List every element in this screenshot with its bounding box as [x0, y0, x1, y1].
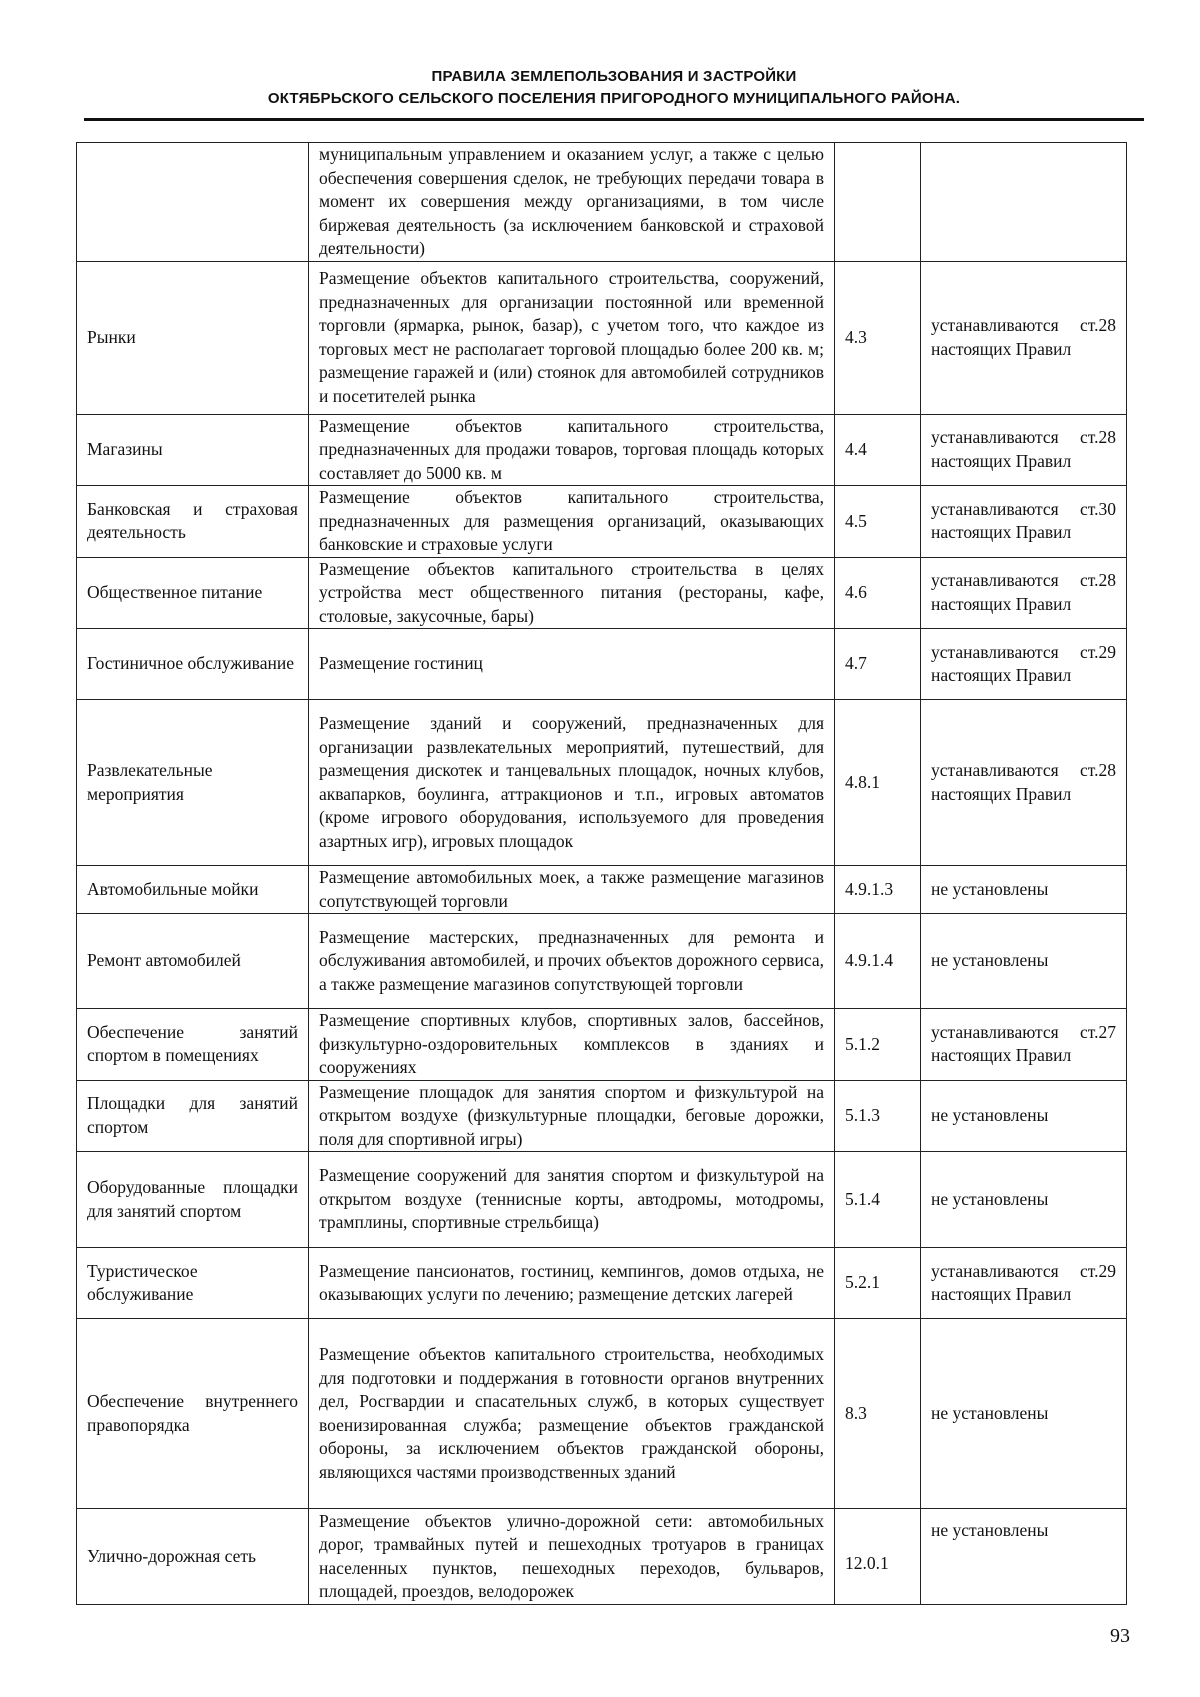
- use-description: Размещение сооружений для занятия спортом и физкультурой на открытом воздухе (теннисные корты, автодромы, мотодромы, трамплины, спортивные стрельбища): [309, 1152, 835, 1248]
- document-header: [84, 66, 1144, 110]
- use-name: [77, 143, 309, 262]
- use-parameters: устанавливаются ст.30 настоящих Правил: [921, 486, 1127, 558]
- use-parameters: устанавливаются ст.29 настоящих Правил: [921, 1248, 1127, 1319]
- use-code: 4.3: [835, 261, 921, 414]
- table-row: [77, 1319, 1127, 1509]
- table-row: [77, 486, 1127, 558]
- use-name: Площадки для занятий спортом: [77, 1080, 309, 1152]
- use-name: Гостиничное обслуживание: [77, 629, 309, 700]
- use-description: Размещение спортивных клубов, спортивных залов, бассейнов, физкультурно-оздоровительных комплексов в зданиях и сооружениях: [309, 1009, 835, 1081]
- use-name: Автомобильные мойки: [77, 866, 309, 914]
- table-row: [77, 914, 1127, 1009]
- use-description: Размещение объектов капитального строительства, предназначенных для размещения организаций, оказывающих банковские и страховые услуги: [309, 486, 835, 558]
- use-parameters: устанавливаются ст.28 настоящих Правил: [921, 557, 1127, 629]
- use-description: Размещение объектов капитального строительства, необходимых для подготовки и поддержания в готовности органов внутренних дел, Росгвардии и спасательных служб, в которых существует военизированная служба; размещение объектов гражданской обороны, за исключением объектов гражданской обороны, являющихся частями производственных зданий: [309, 1319, 835, 1509]
- use-name: Обеспечение внутреннего правопорядка: [77, 1319, 309, 1509]
- use-parameters: не установлены: [921, 1509, 1127, 1605]
- use-code: 4.7: [835, 629, 921, 700]
- use-code: [835, 143, 921, 262]
- use-name: Магазины: [77, 414, 309, 486]
- use-code: 5.2.1: [835, 1248, 921, 1319]
- use-name: Развлекательные мероприятия: [77, 700, 309, 866]
- use-code: 4.6: [835, 557, 921, 629]
- use-description: Размещение автомобильных моек, а также размещение магазинов сопутствующей торговли: [309, 866, 835, 914]
- table-row: [77, 1248, 1127, 1319]
- use-parameters: устанавливаются ст.29 настоящих Правил: [921, 629, 1127, 700]
- table-row: [77, 1152, 1127, 1248]
- use-description: Размещение площадок для занятия спортом и физкультурой на открытом воздухе (физкультурные площадки, беговые дорожки, поля для спортивной игры): [309, 1080, 835, 1152]
- use-code: 4.9.1.3: [835, 866, 921, 914]
- table-row: [77, 866, 1127, 914]
- use-code: 12.0.1: [835, 1509, 921, 1605]
- use-parameters: не установлены: [921, 866, 1127, 914]
- use-name: Оборудованные площадки для занятий спортом: [77, 1152, 309, 1248]
- use-description: Размещение объектов улично-дорожной сети: автомобильных дорог, трамвайных путей и пешеходных тротуаров в границах населенных пунктов, пешеходных переходов, бульваров, площадей, проездов, велодорожек: [309, 1509, 835, 1605]
- use-parameters: не установлены: [921, 914, 1127, 1009]
- use-description: Размещение объектов капитального строительства, предназначенных для продажи товаров, торговая площадь которых составляет до 5000 кв. м: [309, 414, 835, 486]
- use-parameters: устанавливаются ст.28 настоящих Правил: [921, 700, 1127, 866]
- use-code: 4.8.1: [835, 700, 921, 866]
- use-parameters: устанавливаются ст.27 настоящих Правил: [921, 1009, 1127, 1081]
- use-description: Размещение пансионатов, гостиниц, кемпингов, домов отдыха, не оказывающих услуги по лечению; размещение детских лагерей: [309, 1248, 835, 1319]
- use-parameters: не установлены: [921, 1152, 1127, 1248]
- use-description: Размещение гостиниц: [309, 629, 835, 700]
- table-row: [77, 629, 1127, 700]
- table-row: [77, 414, 1127, 486]
- use-code: 4.4: [835, 414, 921, 486]
- use-code: 8.3: [835, 1319, 921, 1509]
- page-number: 93: [1110, 1625, 1130, 1647]
- use-parameters: [921, 143, 1127, 262]
- use-description: Размещение зданий и сооружений, предназначенных для организации развлекательных мероприятий, путешествий, для размещения дискотек и танцевальных площадок, ночных клубов, аквапарков, боулинга, аттракционов и т.п., игровых автоматов (кроме игрового оборудования, используемого для проведения азартных игр), игровых площадок: [309, 700, 835, 866]
- table-row: [77, 1009, 1127, 1081]
- table-row: [77, 1509, 1127, 1605]
- use-description: Размещение мастерских, предназначенных для ремонта и обслуживания автомобилей, и прочих объектов дорожного сервиса, а также размещение магазинов сопутствующей торговли: [309, 914, 835, 1009]
- use-code: 4.9.1.4: [835, 914, 921, 1009]
- table-row: [77, 1080, 1127, 1152]
- header-divider: [84, 118, 1144, 121]
- use-code: 5.1.3: [835, 1080, 921, 1152]
- use-code: 4.5: [835, 486, 921, 558]
- use-name: Рынки: [77, 261, 309, 414]
- table-row: [77, 557, 1127, 629]
- use-parameters: устанавливаются ст.28 настоящих Правил: [921, 261, 1127, 414]
- table-row: [77, 700, 1127, 866]
- use-name: Банковская и страховая деятельность: [77, 486, 309, 558]
- use-parameters: устанавливаются ст.28 настоящих Правил: [921, 414, 1127, 486]
- land-use-table: [76, 142, 1127, 1605]
- use-parameters: не установлены: [921, 1319, 1127, 1509]
- use-name: Ремонт автомобилей: [77, 914, 309, 1009]
- use-description: Размещение объектов капитального строительства, сооружений, предназначенных для организации постоянной или временной торговли (ярмарка, рынок, базар), с учетом того, что каждое из торговых мест не располагает торговой площадью более 200 кв. м; размещение гаражей и (или) стоянок для автомобилей сотрудников и посетителей рынка: [309, 261, 835, 414]
- use-parameters: не установлены: [921, 1080, 1127, 1152]
- table-row: [77, 261, 1127, 414]
- use-name: Обеспечение занятий спортом в помещениях: [77, 1009, 309, 1081]
- use-description: Размещение объектов капитального строительства в целях устройства мест общественного питания (рестораны, кафе, столовые, закусочные, бары): [309, 557, 835, 629]
- use-name: Улично-дорожная сеть: [77, 1509, 309, 1605]
- use-code: 5.1.4: [835, 1152, 921, 1248]
- header-line-1: ПРАВИЛА ЗЕМЛЕПОЛЬЗОВАНИЯ И ЗАСТРОЙКИ: [431, 68, 797, 85]
- use-name: Общественное питание: [77, 557, 309, 629]
- header-line-2: ОКТЯБРЬСКОГО СЕЛЬСКОГО ПОСЕЛЕНИЯ ПРИГОРОДНОГО МУНИЦИПАЛЬНОГО РАЙОНА.: [267, 90, 961, 107]
- use-description: муниципальным управлением и оказанием услуг, а также с целью обеспечения совершения сделок, не требующих передачи товара в момент их совершения между организациями, в том числе биржевая деятельность (за исключением банковской и страховой деятельности): [309, 143, 835, 262]
- table-row: [77, 143, 1127, 262]
- use-code: 5.1.2: [835, 1009, 921, 1081]
- use-name: Туристическое обслуживание: [77, 1248, 309, 1319]
